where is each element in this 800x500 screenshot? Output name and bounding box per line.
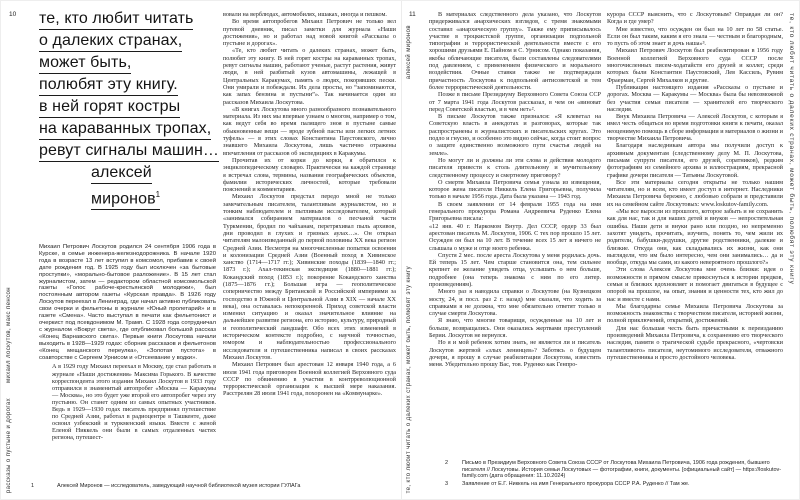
paragraph: Мне известно, что осужден он был на 10 лет по 58 статье. Если он был таким, каким я его знала — честным и благородным, то пусть об этом знает и дочь наша»³. [607, 25, 783, 48]
paragraph: Михаил Петрович был арестован 12 января 1940 года, а 6 июля 1941 года приговорен Военной коллегией Верховного суда СССР по обвинению в участии в контрреволюционной террористической организации к высшей мере наказания. Расстрелян 28 июля 1941 года, похоронен на «Коммунарке». [223, 361, 396, 398]
page-spine-divider [401, 1, 402, 500]
paragraph: «Мы все выросли из прошлого, которое забыть и не сохранить как для нас, так и для наших детей и внуков — непростительная ошибка. Наши дети и внуки рано или поздно, но непременно захотят увидеть, прочитать, изучить, понять то, чем жили их родители, бабушки-дедушки, другие родственники, далекие и близкие. Откуда они, как складывались их жизни, как они выглядели, что им было интересно, чем они занимались… да и вообще, откуда мы сами, из какого невероятного прошлого?» [607, 208, 783, 267]
footnote-marker: 1 [155, 190, 161, 199]
paragraph: Я знаю, что многие товарищи, осужденные на 10 лет и больше, возвращались. Они оказались жертвами преступлений Берии. Лоскутов не вернулся. [429, 317, 601, 340]
paragraph: Много раз я наводила справки о Лоскутове (на Кузнецком мосту, 24, и посл. раз 2 г. назад) мне сказали, что ходить за справками я не должна, что мне обязательно ответят только в случае смерти Лоскутова. [429, 288, 601, 318]
paragraph: «Те, кто любит читать о далеких странах, может быть, полюбят эту книгу. В ней горят костры на караванных тропах, ревут сигналы машин, работают ученые, растут растения, живут люди, в ней разбитый кузов автомашины, лежащей в Центральных Каракумах, память о людях, покорявших пески. Они умирали и побеждали. Их дела просты, но “запоминаются, как запах бензина и пустыни”». Так начинается один из рассказов Михаила Лоскутова. [223, 47, 396, 106]
right-page-footnotes [445, 460, 789, 487]
margin-book-authors: михаил лоскутов, макс пенсон [6, 286, 12, 383]
paragraph: Для нас большая честь быть причастными к переизданию произведений Михаила Петровича, к сохранению его творческого наследия, памяти о трагической судьбе прекрасного, «чертовски талантливого» писателя, неутомимого исследователя, отважного путешественника и просто достойного человека. [607, 324, 783, 361]
paragraph: Но я и мой ребенок хотим знать, не является ли и писатель Лоскутов жертвой «злых ленинцев»? Заботясь о будущем дочери, я прошу в случае реабилитации Лоскутова, известить меня. Убедительно прошу Вас, тов. Руденко как Генпро- [429, 339, 601, 369]
quote-line: ревут сигналы машин… [39, 141, 219, 162]
quote-line: те, кто любит читать [39, 9, 193, 30]
footnote-2 [445, 460, 789, 480]
quote-line: на караванных тропах, [39, 119, 211, 140]
paragraph: Позже в письме Президиуму Верховного Совета Союза ССР от 7 марта 1941 года Лоскутов рассказал, в чем он «виноват перед Советской властью, и в чем нет»². [429, 91, 601, 113]
page-number-right: 11 [409, 11, 416, 18]
paragraph: Внук Михаила Петровича — Алексей Лоскутов, с которым я имел честь общаться во время подготовки книги к печати, оказал неоценимую помощь в сборе информации и материалов о жизни и творчестве Михаила Петровича. [607, 113, 783, 143]
paragraph: Спустя 2 мес. после ареста Лоскутова у меня родилась дочь. Ей теперь 15 лет. Чем старше становится она, тем сильнее крепнет ее желание увидеть отца, услышать о нем больше, подробнее (она теперь знакома с ним по его литер. произведениям). [429, 251, 601, 288]
footnote-3 [445, 481, 789, 488]
bio-serif-block [52, 363, 216, 441]
right-page-column-2 [607, 11, 783, 453]
paragraph: Эти слова Алексея Лоскутова мне очень близки: идея о возможности в прямом смысле прикоснуться к истории предков, семьи и близких вдохновляет и помогает двигаться в будущее с опорой на прошлое, на опыт, знания и ценности тех, кто жил до нас и вместе с нами. [607, 266, 783, 303]
quote-attribution-last-name [91, 185, 160, 210]
paragraph: Михаил Петрович Лоскутов был реабилитирован в 1956 году Военной коллегией Верховного суда СССР после многочисленных писем-ходатайств его друзей и коллег, среди которых были Константин Паустовский, Лев Кассиль, Рувим Фраерман, Сергей Михалков и другие. [607, 47, 783, 84]
footnote-text: Заявление от Е.Г. Никкель на имя Генерального прокурора СССР Р.А. Руденко // Там же. [462, 480, 690, 487]
paragraph: Но могут ли и должны ли эти слова и действия молодого писателя привести к столь длительному и мучительному следственному процессу и смертному приговору? [429, 156, 601, 179]
bio-paragraph-sans: Михаил Петрович Лоскутов родился 24 сентября 1906 года в Курске, в семье инженера-железнодорожника. В начале 1920 года в возрасте 13 лет вступил в комсомол, прибавив к своей дате рождения год. В 1925 году был исключен «за бытовые проступки», «морально-бытовое разложение». В 15 лет стал журналистом, затем — редактором областной комсомольской газеты «Голос рабоче-крестьянской молодежи», был постоянным автором газеты «Курская правда». В 1926 году Лоскутов переехал в Ленинград, где начал активно публиковать свои очерки и фельетоны в журнале «Юный пролетарий» и в газете «Смена». Часто выступал в печати как фельетонист и очеркист под псевдонимом М. Трамп. С 1928 года сотрудничал с журналом «Вокруг света», где опубликовал большой рассказ «Конец Варнавского скита». Первые книги Лоскутова начали выходить в 1928—1929 годах: сборник рассказов и фельетонов «Конец мещанского переулка», «Золотая пустота» в соавторстве с Сергеем Урнисом и «Отсеевание у водки». [39, 244, 216, 361]
footnote-text: Алексей Миронов — исследователь, заведующий научной библиотекой музея истории ГУЛАГа [57, 483, 301, 489]
right-page-column-1 [429, 11, 601, 453]
quote-line: полюбят эту книгу. [39, 75, 178, 96]
page-left [1, 1, 401, 500]
quote-attribution-text: миронов [91, 190, 156, 208]
footnote-1 [31, 483, 395, 490]
page-number-left: 10 [9, 11, 17, 18]
bio-paragraph-serif: А в 1929 году Михаил переехал в Москву, где стал работать в журнале «Наши достижения» Максима Горького. В качестве корреспондента этого издания Михаил Лоскутов в 1933 году отправился в знаменитый автопробег «Москва — Каракумы — Москва», но это будет уже второй его автопробег через эту пустыню. Он станет одним из самых опытных участников. Ведь в 1929—1930 годах писатель предпринял путешествие по Средней Азии, работал в радиоцентре в Ташкенте, даже освоил узбекский и туркменский языки. Вместе с женой Еленой Никкель они были в самых отдаленных частях региона, путешест- [52, 363, 216, 442]
left-page-column-2 [223, 11, 396, 475]
paragraph: Прочитав их от корки до корки, я обратился к энциклопедическому словарю. Практически на каждой странице я встречал слова, термины, названия географических объектов, фамилии исторических личностей, которые требовали пояснений и комментариев. [223, 156, 396, 194]
margin-book-title: рассказы о пустыне и дорогах [6, 397, 12, 493]
quote-line: о далеких странах, [39, 31, 182, 52]
margin-article-author: алексей миронов [406, 25, 412, 80]
outer-margin-running-title: те, кто любит читать о далеких странах, может быть, полюбят эту книгу [788, 13, 795, 285]
page-right [401, 1, 800, 500]
paragraph: Все эти материалы сегодня открыты не только нашим читателям, но и всем, кто имеет доступ в интернет. Наследники Михаила Петровича бережно, с любовью собрали и представили их на семейном сайте Лоскутовых: www.loskutov-family.com. [607, 178, 783, 208]
paragraph: В письме Лоскутов также признался: «Я клеветал на Советскую власть в анекдотах и разговорах, которые так распространены в журналистских и писательских кругах. Это подло и гнусно, и особенно это видно сейчас, когда стоит вопрос о защите единственно возможного пути счастья людей на земле». [429, 113, 601, 157]
paragraph: Михаил Лоскутов предстал передо мной не только замечательным писателем, талантливым журналистом, но и тонким наблюдателем и пытливым исследователем, который «занимался собиранием материалов о песчаной части Туркмении, бродил по чайханам, перетряхивал пыль архивов, дни проводил в глухих и грязных аулах…». Он открыл читателям малоизведанный до первой половины XX века регион Средней Азии. Несмотря на многочисленные попытки освоения и колонизации Средней Азии (Военный поход в Хивинское ханство (1714—1717 гг.); Хивинские походы (1839—1840 гг.; 1873 г.); Ахал-текинская экспедиция (1880—1881 гг.); Кокандский поход (1853 г.); покорение Кокандского ханства (1875—1876 гг.); Большая игра — геополитическое соперничество между Британской и Российской империями за господство в Южной и Центральной Азии в XIX — начале XX века), она оставалась непокоренной. Приход советской власти изменил ситуацию и оказал значительное влияние на дальнейшее развитие региона, его историю, культуру, природный и геополитический ландшафт. Обо всех этих изменений в историческом контексте подробно, с научной точностью, юмором и наблюдательностью профессионального исследователя и путешественника написал в своих рассказах Михаил Лоскутов. [223, 193, 396, 361]
left-page-column-1 [39, 244, 216, 480]
paragraph: вовали на верблюдах, автомобилях, ишаках, иногда и пешком. [223, 11, 387, 18]
footnote-marker: 1 [31, 483, 35, 489]
footnote-text: Письмо в Президиум Верховного Совета Союза СССР от Лоскутова Михаила Петровича, 1906 года рождения, бывшего писателя // Лоскутовы. История семьи Лоскутовых — фотографии, книги, документы. [официальный сайт] — https://loskutov-family.com (дата обращения: 11.10.2024) [462, 460, 782, 480]
quote-attribution-first-name: алексей [91, 163, 152, 184]
paragraph: «12 янв. 40 г. Наркомом Внутр. Дел СССР, ордер 33 был арестован писатель М. Лоскутов, 1906. С тех пор прошло 15 лет. Осужден он был на 10 лет. В течение всех 15 лет я ничего не слышала о муже и отце моего ребенка. [429, 222, 601, 252]
paragraph: В своем заявлении от 14 февраля 1955 года на имя генерального прокурора Романа Андреевича Руденко Елена Григорьевна писала: [429, 200, 601, 223]
footnote-marker: 3 [445, 480, 449, 487]
paragraph: О смерти Михаила Петровича семья узнала из извещения, которое жена писателя Никкель Елена Григорьевна, получила только в начале 1956 года. Дата была указана — 1943 год. [429, 178, 601, 201]
paragraph: В материалах следственного дела указано, что Лоскутов придерживался анархических взглядов, с тремя знакомыми составил «анархическую группу». Также ему приписывалось участие в троцкистской группе, организации подпольной типографии и террористической деятельности вместе с его хорошими друзьями Е. Пайном и С. Урнисом. Однако показания, якобы обличающие писателя, были составлены следователями под давлением, с применением физического и морального воздействия. Очные ставки также не подтверждали причастность Лоскутова к подпольной антисоветской и тем более террористической деятельности. [429, 11, 601, 91]
footnote-marker: 2 [445, 460, 449, 466]
paragraph: курора СССР выяснить, что с Лоскутовым? Оправдан ли он? Когда и где умер? [607, 11, 783, 26]
paragraph: «В книгах Лоскутова много разнообразного познавательного материала. Из них мы впервые узнаем о многом, например о том, как ведут себя во время палящего зноя в пустыне самые обыкновенные вещи — вроде зубной пасты или легких летних туфель» — в этих словах Константина Паустовского, лично знавшего Михаила Лоскутова, лишь частично отражены впечатления от рассказов об экспедициях в Каракумы. [223, 105, 396, 157]
paragraph: Благодаря наследникам автора мы получили доступ к архивным документам (следственному делу М. П. Лоскутова, письмам супруги писателя, его друзей, соратников), редким фотографиям из семейного архива и иллюстрациям, прекрасной графике дочери писателя — Татьяны Лоскутовой. [607, 142, 783, 179]
quote-line: в ней горят костры [39, 97, 180, 118]
paragraph: Мы благодарны семье Михаила Петровича Лоскутова за возможность знакомства с творчеством писателя, историей жизни, полной приключений, открытий, достижений. [607, 302, 783, 325]
quote-line: может быть, [39, 53, 131, 74]
paragraph: Публикация настоящего издания «Рассказы о пустыне и дорогах. Москва — Каракумы — Москва» была бы невозможной без участия семьи писателя — хранителей его творческого наследия. [607, 83, 783, 113]
margin-article-title: те, кто любит читать о далеких странах, может быть, полюбят эту книгу [406, 265, 412, 493]
paragraph: Во время автопробегов Михаил Петрович не только вел путевой дневник, писал заметки для журнала «Наши достижения», но и работал над новой книгой «Рассказы о пустыне и дорогах». [223, 18, 396, 48]
